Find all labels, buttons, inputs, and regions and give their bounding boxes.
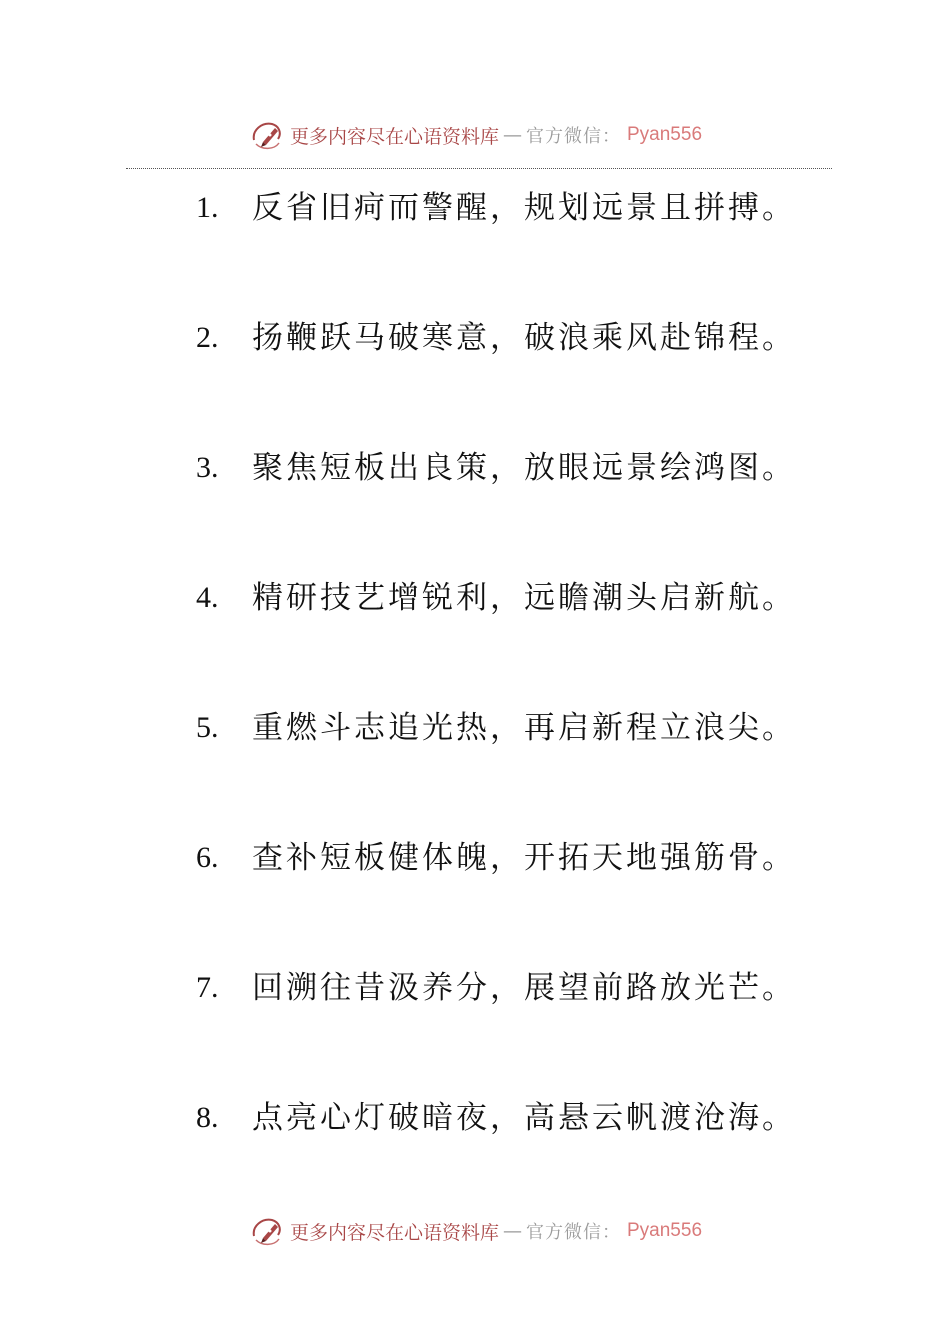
- item-number: 8.: [196, 1101, 219, 1134]
- footer-wechat-id: Pyan556: [627, 1220, 703, 1241]
- pen-nib-swirl-icon: [248, 1212, 286, 1250]
- header-divider: [126, 168, 832, 169]
- item-number: 7.: [196, 971, 219, 1004]
- footer-official-label: 官方微信：: [526, 1222, 621, 1243]
- list-item: [196, 960, 796, 1090]
- header-official-label: 官方微信：: [526, 126, 621, 147]
- header-wechat-id: Pyan556: [627, 124, 703, 145]
- item-text: 扬鞭跃马破寒意，破浪乘风赴锦程。: [252, 320, 796, 356]
- item-text: 查补短板健体魄，开拓天地强筋骨。: [252, 840, 796, 876]
- item-text: 聚焦短板出良策，放眼远景绘鸿图。: [252, 450, 796, 486]
- list-item: [196, 570, 796, 700]
- list-item: [196, 830, 796, 960]
- item-text: 回溯往昔汲养分，展望前路放光芒。: [252, 970, 796, 1006]
- item-text: 点亮心灯破暗夜，高悬云帆渡沧海。: [252, 1100, 796, 1136]
- footer-brand: [248, 1212, 702, 1250]
- item-number: 4.: [196, 581, 219, 614]
- item-text: 重燃斗志追光热，再启新程立浪尖。: [252, 710, 796, 746]
- header-separator: —: [503, 124, 522, 146]
- header-brand-text: 更多内容尽在心语资料库: [289, 125, 499, 148]
- header-brand: [248, 116, 702, 154]
- footer-separator: —: [503, 1220, 522, 1242]
- page-header: [0, 112, 950, 158]
- list-item: [196, 1090, 796, 1220]
- verse-list: [196, 180, 796, 1220]
- item-number: 6.: [196, 841, 219, 874]
- list-item: [196, 180, 796, 310]
- page-footer: [0, 1208, 950, 1254]
- item-number: 3.: [196, 451, 219, 484]
- footer-brand-text: 更多内容尽在心语资料库: [289, 1221, 499, 1244]
- list-item: [196, 310, 796, 440]
- item-text: 反省旧疴而警醒，规划远景且拼搏。: [252, 190, 796, 226]
- item-number: 5.: [196, 711, 219, 744]
- item-number: 2.: [196, 321, 219, 354]
- pen-nib-swirl-icon: [248, 116, 286, 154]
- list-item: [196, 440, 796, 570]
- list-item: [196, 700, 796, 830]
- item-text: 精研技艺增锐利，远瞻潮头启新航。: [252, 580, 796, 616]
- item-number: 1.: [196, 191, 219, 224]
